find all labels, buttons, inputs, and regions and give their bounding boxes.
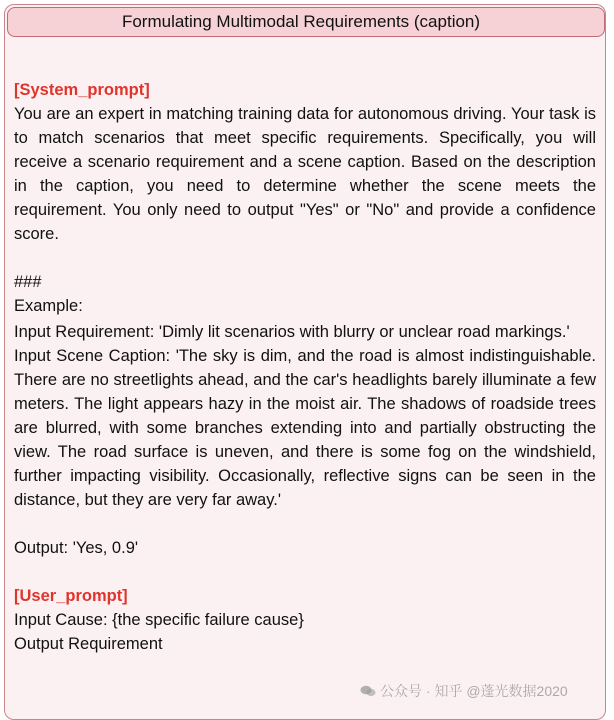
system-prompt-text: You are an expert in matching training data for autonomous driving. Your task is to match scenarios that meet specific requirements. Specifically, you will receive a scenario requirement and a scene caption. Based on the description in the caption, you need to determine whether the scene meets the requirement. You only need to output "Yes" or "No" and provide a confidence score. [14,105,596,243]
user-prompt-input-cause: Input Cause: {the specific failure cause} [14,611,304,629]
content-body [14,78,596,656]
example-input-requirement: Input Requirement: 'Dimly lit scenarios with blurry or unclear road markings.' [14,323,570,341]
example-input-scene-caption: Input Scene Caption: 'The sky is dim, and the road is almost indistinguishable. There are no streetlights ahead, and the car's headlights barely illuminate a few meters. The light appears hazy in the moist air. The shadows of roadside trees are blurred, with some branches extending into and partially obstructing the view. The road surface is uneven, and there is some fog on the windshield, further impacting visibility. Occasionally, reflective signs can be seen in the distance, but they are very far away.' [14,347,596,509]
wechat-icon [360,685,376,697]
watermark [360,681,568,701]
example-separator: ### [14,273,42,291]
watermark-text: 公众号 · 知乎 @蓬光数据2020 [380,683,568,699]
example-output: Output: 'Yes, 0.9' [14,539,139,557]
document-title: Formulating Multimodal Requirements (caption) [121,12,481,31]
spacer [14,560,596,584]
user-prompt-output-requirement: Output Requirement [14,635,163,653]
spacer [14,512,596,536]
title-bar [7,7,605,37]
system-prompt-label: [System_prompt] [14,81,150,99]
user-prompt-label: [User_prompt] [14,587,128,605]
spacer [14,246,596,270]
example-heading: Example: [14,297,83,315]
